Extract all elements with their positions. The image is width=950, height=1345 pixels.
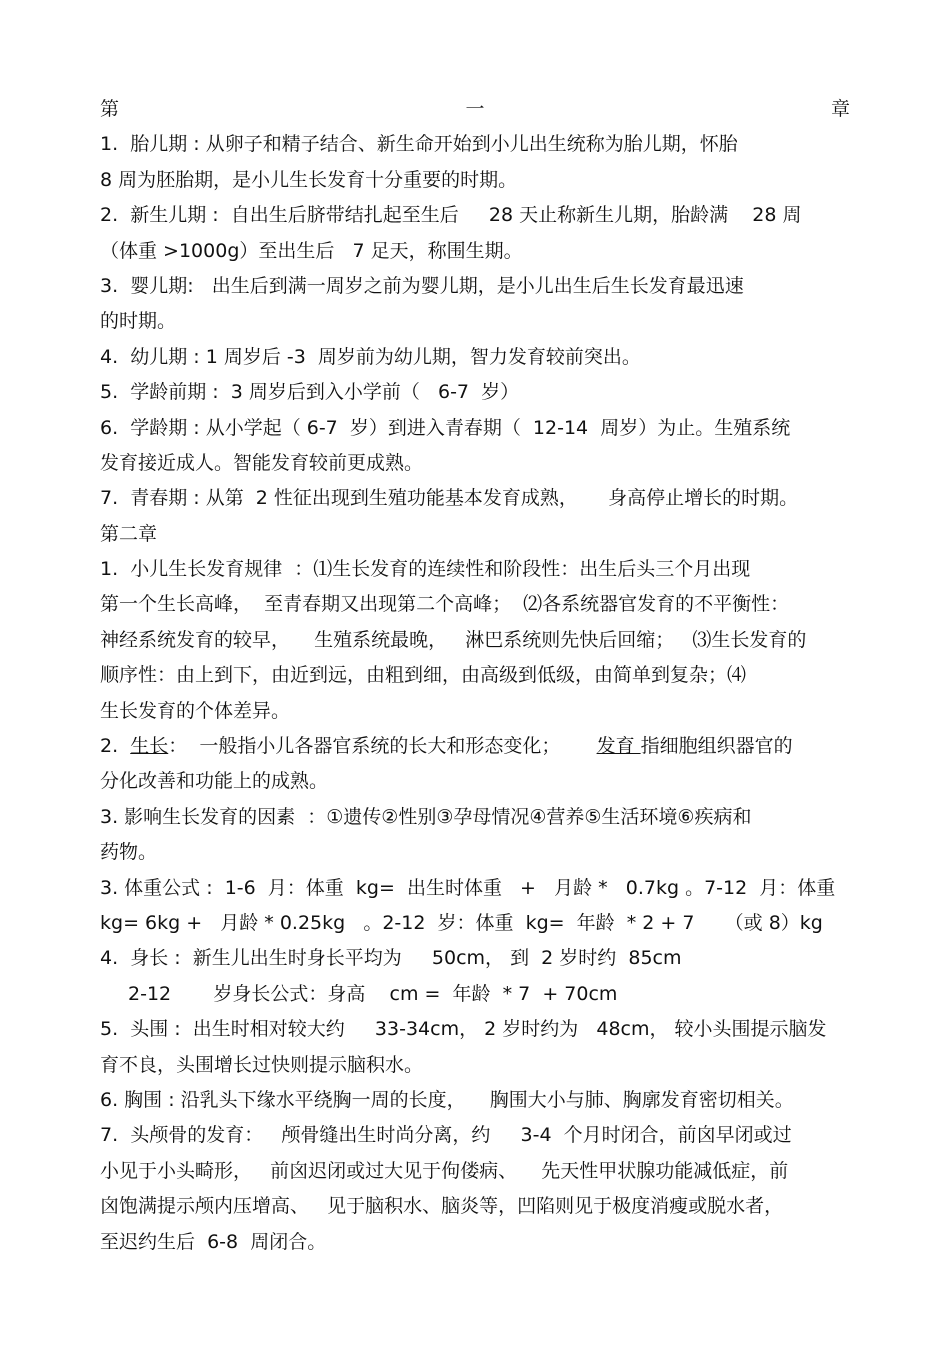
text-line: 神经系统发育的较早， 生殖系统最晚， 淋巴系统则先快后回缩； ⑶生长发育的 xyxy=(100,628,807,651)
text-line: 分化改善和功能上的成熟。 xyxy=(100,770,329,793)
text-line: 6. 学龄期 : 从小学起（ 6-7 岁）到进入青春期（ 12-14 周岁）为止。生殖系统 xyxy=(100,416,791,439)
item-number: 2. xyxy=(100,735,131,758)
text-fragment: 指细胞组织器官的 xyxy=(640,735,793,758)
text-line: 的时期。 xyxy=(100,310,177,333)
growth-definition-line xyxy=(100,729,850,764)
document-body xyxy=(100,92,850,1260)
text-line: 顺序性：由上到下，由近到远，由粗到细，由高级到低级，由简单到复杂；⑷ xyxy=(100,664,747,687)
text-line: 发育接近成人。智能发育较前更成熟。 xyxy=(100,451,424,474)
text-line: 7. 头颅骨的发育： 颅骨缝出生时尚分离，约 3-4 个月时闭合，前囟早闭或过 xyxy=(100,1124,792,1147)
height-formula-line: 2-12 岁身长公式：身高 cm = 年龄 * 7 + 70cm xyxy=(128,982,618,1005)
text-line: 5. 学龄前期 : 3 周岁后到入小学前（ 6-7 岁） xyxy=(100,381,520,404)
text-line: 育不良，头围增长过快则提示脑积水。 xyxy=(100,1053,424,1076)
text-line: 2. 新生儿期 : 自出生后脐带结扎起至生后 28 天止称新生儿期，胎龄满 28 周 xyxy=(100,204,802,227)
text-line: 3. 体重公式 : 1-6 月：体重 kg= 出生时体重 + 月龄 * 0.7kg 。7-12 月：体重 xyxy=(100,876,836,899)
heading-char: 第 xyxy=(100,98,120,120)
text-line: 8 周为胚胎期，是小儿生长发育十分重要的时期。 xyxy=(100,168,518,191)
heading-char: 章 xyxy=(830,98,850,120)
text-line: 6. 胸围 : 沿乳头下缘水平绕胸一周的长度， 胸围大小与肺、胸廓发育密切相关。 xyxy=(100,1088,794,1111)
term-development: 发育 xyxy=(596,735,641,758)
text-line: （体重 >1000g）至出生后 7 足天，称围生期。 xyxy=(100,239,523,262)
text-line: 5. 头围 : 出生时相对较大约 33-34cm， 2 岁时约为 48cm， 较小头围提示脑发 xyxy=(100,1018,827,1041)
text-line: 4. 身长 : 新生儿出生时身长平均为 50cm， 到 2 岁时约 85cm xyxy=(100,947,682,970)
term-growth: 生长 xyxy=(130,735,169,758)
text-line: 小见于小头畸形， 前囟迟闭或过大见于佝偻病、 先天性甲状腺功能减低症，前 xyxy=(100,1159,789,1182)
text-line: 1. 胎儿期 : 从卵子和精子结合、新生命开始到小儿出生统称为胎儿期，怀胎 xyxy=(100,133,738,156)
heading-char: 一 xyxy=(465,98,485,120)
text-line: 3. 婴儿期: 出生后到满一周岁之前为婴儿期，是小儿出生后生长发育最迅速 xyxy=(100,274,744,297)
text-fragment: ： 一般指小儿各器官系统的长大和形态变化； xyxy=(168,735,597,758)
text-line: 3. 影响生长发育的因素 ：①遗传②性别③孕母情况④营养⑤生活环境⑥疾病和 xyxy=(100,805,752,828)
text-line: 囟饱满提示颅内压增高、 见于脑积水、脑炎等，凹陷则见于极度消瘦或脱水者， xyxy=(100,1195,784,1218)
text-line: 至迟约生后 6-8 周闭合。 xyxy=(100,1230,327,1253)
text-line: kg= 6kg + 月龄 * 0.25kg 。2-12 岁：体重 kg= 年龄 * 2 + 7 （或 8）kg xyxy=(100,911,823,934)
text-line: 药物。 xyxy=(100,841,158,864)
chapter-2-heading: 第二章 xyxy=(100,522,158,545)
text-line: 7. 青春期 : 从第 2 性征出现到生殖功能基本发育成熟， 身高停止增长的时期。 xyxy=(100,487,799,510)
text-line: 1. 小儿生长发育规律 ：⑴生长发育的连续性和阶段性：出生后头三个月出现 xyxy=(100,558,751,581)
chapter-1-heading xyxy=(100,92,850,127)
text-line: 生长发育的个体差异。 xyxy=(100,699,291,722)
text-line: 第一个生长高峰， 至青春期又出现第二个高峰； ⑵各系统器官发育的不平衡性： xyxy=(100,593,790,616)
text-line: 4. 幼儿期 : 1 周岁后 -3 周岁前为幼儿期，智力发育较前突出。 xyxy=(100,345,641,368)
